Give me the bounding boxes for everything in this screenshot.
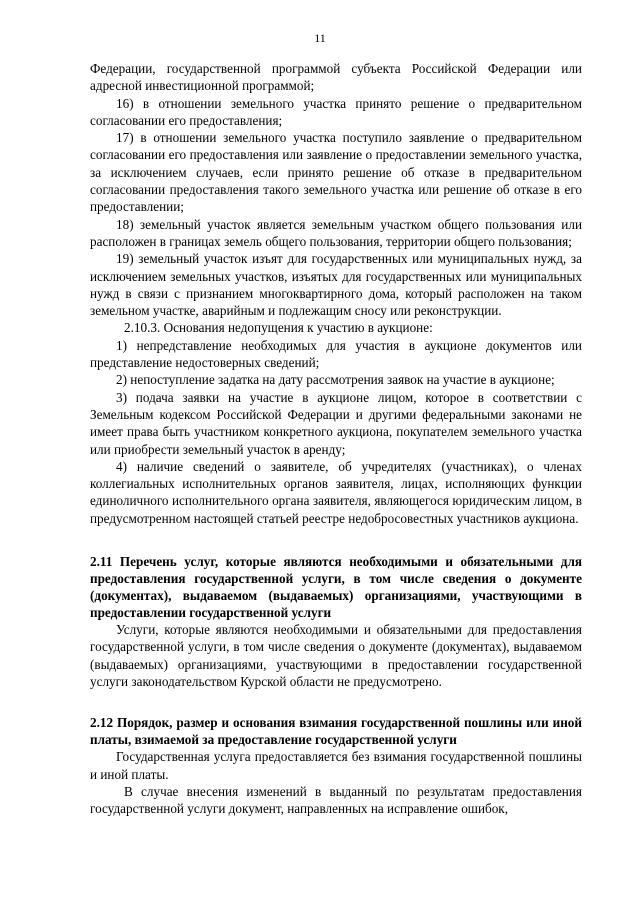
paragraph: 16) в отношении земельного участка принято решение о предварительном согласовании его предоставления; — [90, 95, 582, 128]
paragraph: 18) земельный участок является земельным участком общего пользования или расположен в границах земель общего пользования, территории общего пользования; — [90, 216, 582, 249]
document-content — [90, 60, 582, 817]
section-2-12-body-2: В случае внесения изменений в выданный по результатам предоставления государственной услуги документ, направленных на исправление ошибок, — [90, 783, 582, 817]
page-number: 11 — [314, 31, 326, 45]
paragraph: 1) непредставление необходимых для участия в аукционе документов или представление недостоверных сведений; — [90, 337, 582, 371]
paragraph-list — [90, 60, 582, 527]
paragraph: 3) подача заявки на участие в аукционе лицом, которое в соответствии с Земельным кодексом Российской Федерации и другими федеральными законами не имеет права быть участником конкретного аукциона, покупателем земельного участка или приобрести земельный участок в аренду; — [90, 389, 582, 457]
section-2-12-body-1: Государственная услуга предоставляется без взимания государственной пошлины и иной платы. — [90, 749, 582, 782]
paragraph: 2) непоступление задатка на дату рассмотрения заявок на участие в аукционе; — [116, 372, 555, 388]
paragraph: 4) наличие сведений о заявителе, об учредителях (участниках), о членах коллегиальных исполнительных органов заявителя, лицах, исполняющих функции единоличного исполнительного органа заявителя, являющегося юридическим лицом, в предусмотренном настоящей статьей реестре недобросовестных участников аукциона. — [90, 458, 582, 526]
paragraph: 2.10.3. Основания недопущения к участию в аукционе: — [124, 320, 433, 336]
paragraph: Федерации, государственной программой субъекта Российской Федерации или адресной инвестиционной программой; — [90, 61, 582, 94]
section-2-12-heading: 2.12 Порядок, размер и основания взимания государственной пошлины или иной платы, взимаемой за предоставление государственной услуги — [90, 715, 582, 748]
section-2-11-body: Услуги, которые являются необходимыми и обязательными для предоставления государственной услуги, в том числе сведения о документе (документах), выдаваемом (выдаваемых) организациями, участвующими в предоставлении государственной услуги законодательством Курской области не предусмотрено. — [90, 622, 582, 689]
section-2-11-heading: 2.11 Перечень услуг, которые являются необходимыми и обязательными для предоставления государственной услуги, в том числе сведения о документе (документах), выдаваемом (выдаваемых) организациями, участвующими в предоставлении государственной услуги — [90, 554, 582, 621]
paragraph: 17) в отношении земельного участка поступило заявление о предварительном согласовании его предоставления или заявление о предоставлении земельного участка, за исключением случаев, если принято решение об отказе в предварительном согласовании предоставления такого земельного участка или решение об отказе в его предоставлении; — [90, 130, 582, 215]
paragraph: 19) земельный участок изъят для государственных или муниципальных нужд, за исключением земельных участков, изъятых для государственных или муниципальных нужд в связи с признанием многоквартирного дома, который расположен на таком земельном участке, аварийным и подлежащим сносу или реконструкции. — [90, 251, 582, 319]
